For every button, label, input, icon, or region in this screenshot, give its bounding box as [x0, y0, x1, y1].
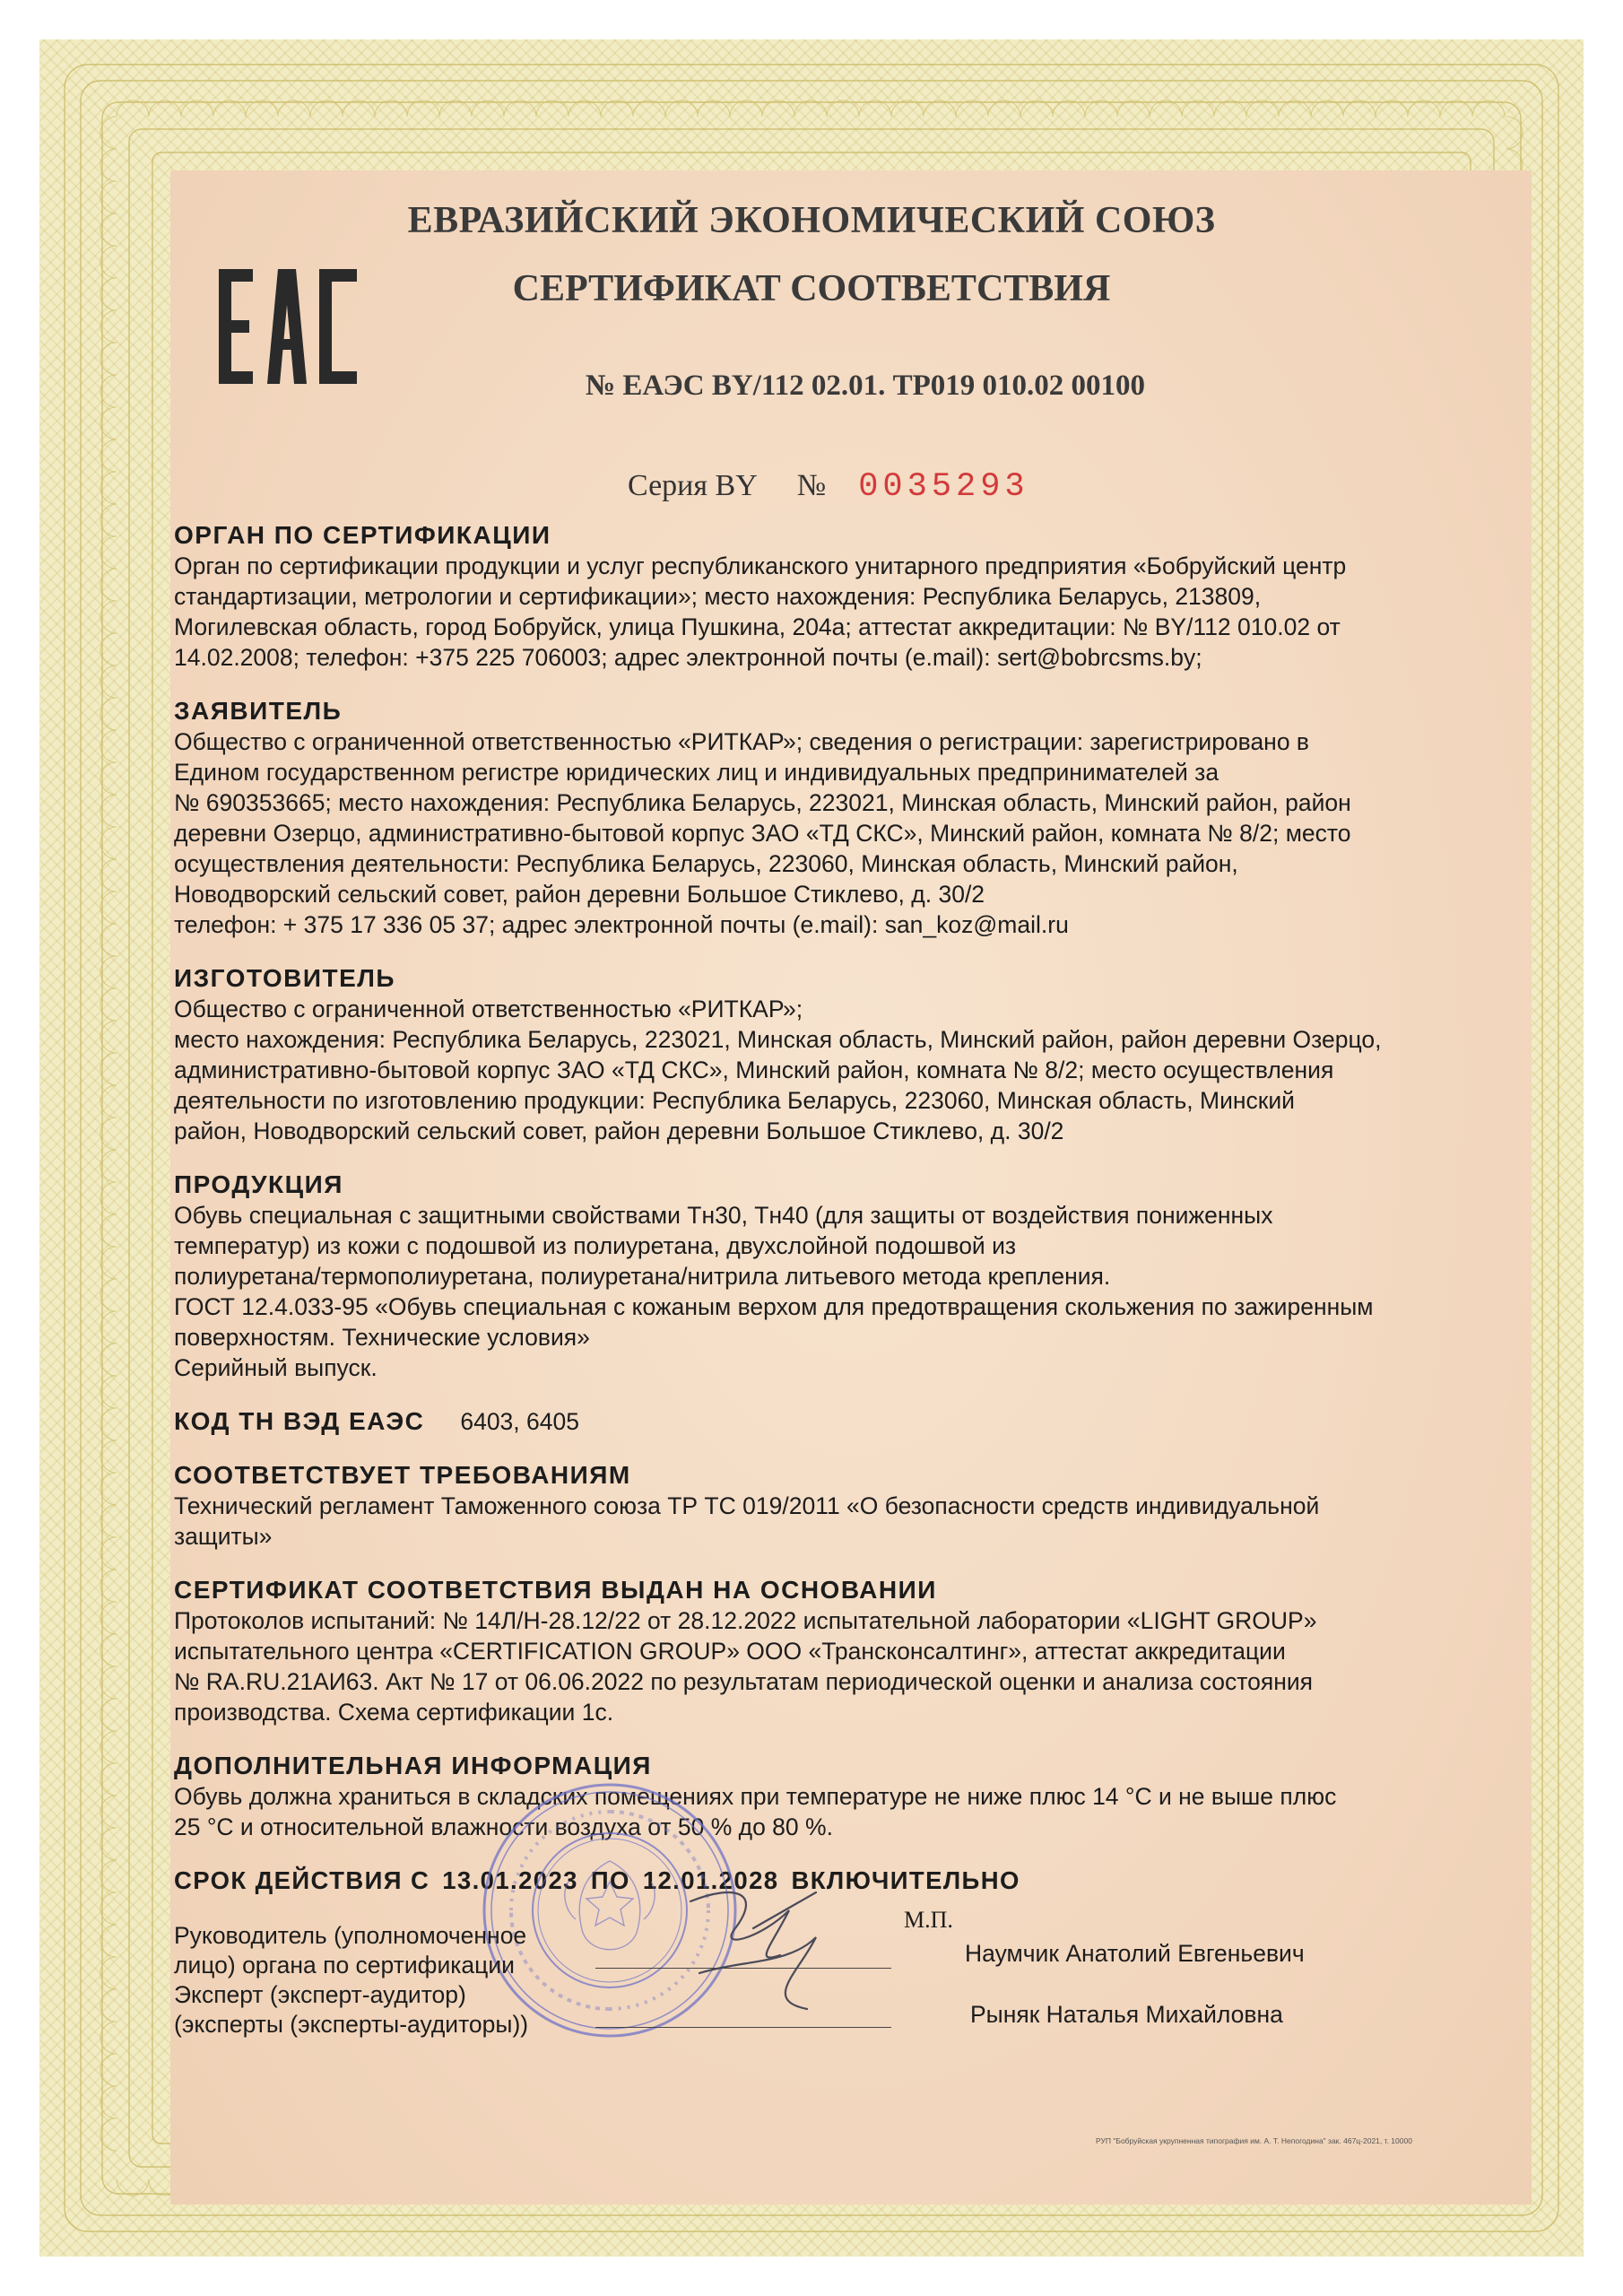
text-line: температур) из кожи с подошвой из полиуретана, двухслойной подошвой из — [174, 1232, 1017, 1259]
series-line — [628, 468, 1029, 506]
series-label: Серия BY — [628, 469, 758, 502]
section-title: КОД ТН ВЭД ЕАЭС — [174, 1407, 425, 1435]
head-name: Наумчик Анатолий Евгеньевич — [965, 1940, 1305, 1967]
signature-line — [595, 2027, 891, 2028]
section-product — [174, 1170, 1454, 1383]
text-line: Новодворский сельский совет, район деревни Большое Стиклево, д. 30/2 — [174, 881, 985, 908]
text-line: Общество с ограниченной ответственностью «РИТКАР»; сведения о регистрации: зарегистрировано в — [174, 728, 1309, 755]
section-text — [174, 1781, 1454, 1842]
section-organ — [174, 520, 1454, 673]
section-text — [174, 726, 1454, 940]
section-conforms — [174, 1460, 1454, 1552]
signature-labels — [174, 1921, 595, 2039]
validity-prefix: СРОК ДЕЙСТВИЯ С — [174, 1866, 430, 1894]
text-line: Серийный выпуск. — [174, 1354, 378, 1381]
head-label: Руководитель (уполномоченное — [174, 1922, 527, 1949]
text-line: деревни Озерцо, административно-бытовой корпус ЗАО «ТД СКС», Минский район, комната № 8/2; место — [174, 820, 1351, 847]
series-no-label: № — [796, 469, 827, 502]
text-line: защиты» — [174, 1523, 273, 1550]
validity-mid: ПО — [590, 1866, 630, 1894]
expert-label: (эксперты (эксперты-аудиторы)) — [174, 2011, 529, 2038]
certificate-number: № ЕАЭС BY/112 02.01. ТР019 010.02 00100 — [585, 370, 1145, 402]
section-manufacturer — [174, 963, 1454, 1146]
text-line: № RA.RU.21АИ63. Акт № 17 от 06.06.2022 по результатам периодической оценки и анализа состояния — [174, 1668, 1313, 1695]
validity-suffix: ВКЛЮЧИТЕЛЬНО — [791, 1866, 1020, 1894]
section-basis — [174, 1575, 1454, 1727]
series-number: 0035293 — [858, 468, 1029, 506]
validity-from: 13.01.2023 — [442, 1866, 578, 1894]
union-title: ЕВРАЗИЙСКИЙ ЭКОНОМИЧЕСКИЙ СОЮЗ — [407, 200, 1216, 241]
expert-name: Рыняк Наталья Михайловна — [970, 2001, 1283, 2028]
text-line: полиуретана/термополиуретана, полиуретана/нитрила литьевого метода крепления. — [174, 1263, 1111, 1290]
text-line: Могилевская область, город Бобруйск, улица Пушкина, 204а; аттестат аккредитации: № BY/112 010.02 от — [174, 613, 1341, 640]
section-text — [174, 1200, 1454, 1383]
text-line: административно-бытовой корпус ЗАО «ТД СКС», Минский район, комната № 8/2; место осуществления — [174, 1057, 1334, 1083]
text-line: стандартизации, метрологии и сертификации»; место нахождения: Республика Беларусь, 213809, — [174, 583, 1262, 610]
text-line: Обувь должна храниться в складских помещениях при температуре не ниже плюс 14 °С и не выше плюс — [174, 1783, 1337, 1810]
text-line: 14.02.2008; телефон: +375 225 706003; адрес электронной почты (e.mail): sert@bobrcsms.by; — [174, 644, 1202, 671]
text-line: Обувь специальная с защитными свойствами Тн30, Тн40 (для защиты от воздействия пониженных — [174, 1202, 1273, 1229]
text-line: район, Новодворский сельский совет, район деревни Большое Стиклево, д. 30/2 — [174, 1118, 1064, 1144]
text-line: поверхностям. Технические условия» — [174, 1324, 590, 1351]
section-applicant — [174, 696, 1454, 940]
text-line: Протоколов испытаний: № 14Л/Н-28.12/22 от 28.12.2022 испытательной лаборатории «LIGHT GROUP» — [174, 1607, 1317, 1634]
text-line: Общество с ограниченной ответственностью «РИТКАР»; — [174, 996, 803, 1022]
section-title: СЕРТИФИКАТ СООТВЕТСТВИЯ ВЫДАН НА ОСНОВАНИИ — [174, 1576, 937, 1604]
signature-line — [595, 1968, 891, 1969]
document-title: СЕРТИФИКАТ СООТВЕТСТВИЯ — [512, 268, 1111, 309]
text-line: место нахождения: Республика Беларусь, 223021, Минская область, Минский район, район деревни Озерцо, — [174, 1026, 1382, 1053]
text-line: Орган по сертификации продукции и услуг республиканского унитарного предприятия «Бобруйский центр — [174, 552, 1347, 579]
text-line: деятельности по изготовлению продукции: Республика Беларусь, 223060, Минская область, Минский — [174, 1087, 1295, 1114]
text-line: 25 °С и относительной влажности воздуха от 50 % до 80 %. — [174, 1813, 833, 1840]
certificate-content — [174, 520, 1454, 1919]
section-title: ДОПОЛНИТЕЛЬНАЯ ИНФОРМАЦИЯ — [174, 1752, 652, 1779]
text-line: телефон: + 375 17 336 05 37; адрес электронной почты (e.mail): san_koz@mail.ru — [174, 911, 1069, 938]
signature-block — [174, 1907, 1454, 2065]
text-line: испытательного центра «CERTIFICATION GROUP» ООО «Трансконсалтинг», аттестат аккредитации — [174, 1638, 1286, 1665]
validity-to: 12.01.2028 — [642, 1866, 779, 1894]
section-title: ИЗГОТОВИТЕЛЬ — [174, 964, 396, 992]
text-line: ГОСТ 12.4.033-95 «Обувь специальная с кожаным верхом для предотвращения скольжения по зажиренным — [174, 1293, 1374, 1320]
printer-note: РУП "Бобруйская укрупненная типография им. А. Т. Непогодина" зак. 467ц-2021, т. 10000 — [1096, 2136, 1412, 2145]
section-text — [174, 1491, 1454, 1552]
section-title: СООТВЕТСТВУЕТ ТРЕБОВАНИЯМ — [174, 1461, 631, 1489]
section-title: ОРГАН ПО СЕРТИФИКАЦИИ — [174, 521, 551, 549]
section-code — [174, 1406, 1454, 1437]
text-line: № 690353665; место нахождения: Республика Беларусь, 223021, Минская область, Минский район, район — [174, 789, 1351, 816]
head-label: лицо) органа по сертификации — [174, 1952, 515, 1979]
text-line: Едином государственном регистре юридических лиц и индивидуальных предпринимателей за — [174, 759, 1219, 786]
section-title: ЗАЯВИТЕЛЬ — [174, 697, 343, 725]
section-title: ПРОДУКЦИЯ — [174, 1170, 343, 1198]
expert-label: Эксперт (эксперт-аудитор) — [174, 1981, 466, 2008]
section-text — [174, 551, 1454, 673]
section-additional — [174, 1751, 1454, 1842]
text-line: Технический регламент Таможенного союза ТР ТС 019/2011 «О безопасности средств индивидуальной — [174, 1492, 1320, 1519]
code-value: 6403, 6405 — [460, 1408, 579, 1435]
section-text — [174, 1605, 1454, 1727]
section-text — [174, 994, 1454, 1146]
text-line: производства. Схема сертификации 1с. — [174, 1699, 614, 1726]
seal-place-label: М.П. — [904, 1907, 953, 1933]
text-line: осуществления деятельности: Республика Беларусь, 223060, Минская область, Минский район, — [174, 850, 1238, 877]
